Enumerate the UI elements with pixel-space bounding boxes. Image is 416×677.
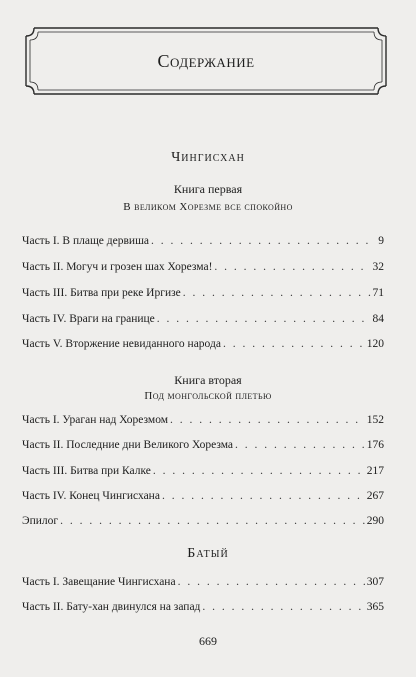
dot-leader [170,414,365,426]
toc-entry[interactable] [22,601,384,613]
toc-entry[interactable] [22,465,384,477]
page-title: Содержание [157,51,255,71]
toc-entry-page: 267 [366,490,384,502]
dot-leader [235,439,365,451]
toc-entry[interactable] [22,515,384,527]
toc-entry-page: 71 [372,287,384,299]
toc-entry[interactable] [22,490,384,502]
toc-entry-page: 365 [366,601,384,613]
toc-entry-page: 32 [372,261,384,273]
dot-leader [223,338,365,350]
toc-entry[interactable] [22,439,384,451]
section-title-batyi: Батый [187,546,229,561]
toc-entry[interactable] [22,261,384,273]
book-label-2: Книга вторая [174,373,242,387]
toc-entry-page: 9 [378,235,384,247]
toc-entry[interactable] [22,235,384,247]
header-frame [22,24,390,98]
toc-entry-page: 217 [366,465,384,477]
book-label-1: Книга первая [173,182,243,196]
toc-entry-page: 120 [366,338,384,350]
toc-entry-label: Часть IV. Враги на границе [22,313,155,325]
toc-entry[interactable] [22,576,384,588]
toc-entry-label: Часть III. Битва при Калке [22,465,151,477]
dot-leader [162,490,365,502]
toc-entry-label: Часть II. Могуч и грозен шах Хорезма! [22,261,213,273]
book-subtitle-2: Под монгольской плетью [144,390,272,402]
dot-leader [153,465,365,477]
toc-entry-label: Эпилог [22,515,59,527]
dot-leader [178,576,365,588]
dot-leader [202,601,364,613]
toc-entry-label: Часть III. Битва при реке Иргизе [22,287,181,299]
page-number: 669 [199,634,217,648]
dot-leader [157,313,371,325]
toc-entry-label: Часть I. Ураган над Хорезмом [22,414,169,426]
dot-leader [151,235,376,247]
toc-entry-page: 307 [366,576,384,588]
dot-leader [214,261,370,273]
toc-entry-label: Часть I. В плаще дервиша [22,235,150,247]
toc-entry[interactable] [22,313,384,325]
toc-entry-label: Часть II. Бату-хан двинулся на запад [22,601,201,613]
book-subtitle-1: В великом Хорезме все спокойно [123,201,293,213]
toc-entry-page: 176 [366,439,384,451]
toc-entry[interactable] [22,414,384,426]
toc-entry-label: Часть I. Завещание Чингисхана [22,576,176,588]
toc-entry[interactable] [22,287,384,299]
toc-entry-label: Часть V. Вторжение невиданного народа [22,338,221,350]
toc-entry-label: Часть II. Последние дни Великого Хорезма [22,439,234,451]
toc-entry-page: 152 [366,414,384,426]
dot-leader [60,515,365,527]
toc-entry-page: 84 [372,313,384,325]
toc-entry[interactable] [22,338,384,350]
toc-entry-page: 290 [366,515,384,527]
toc-entry-label: Часть IV. Конец Чингисхана [22,490,160,502]
dot-leader [183,287,371,299]
section-title-chingiskhan: Чингисхан [171,150,245,165]
